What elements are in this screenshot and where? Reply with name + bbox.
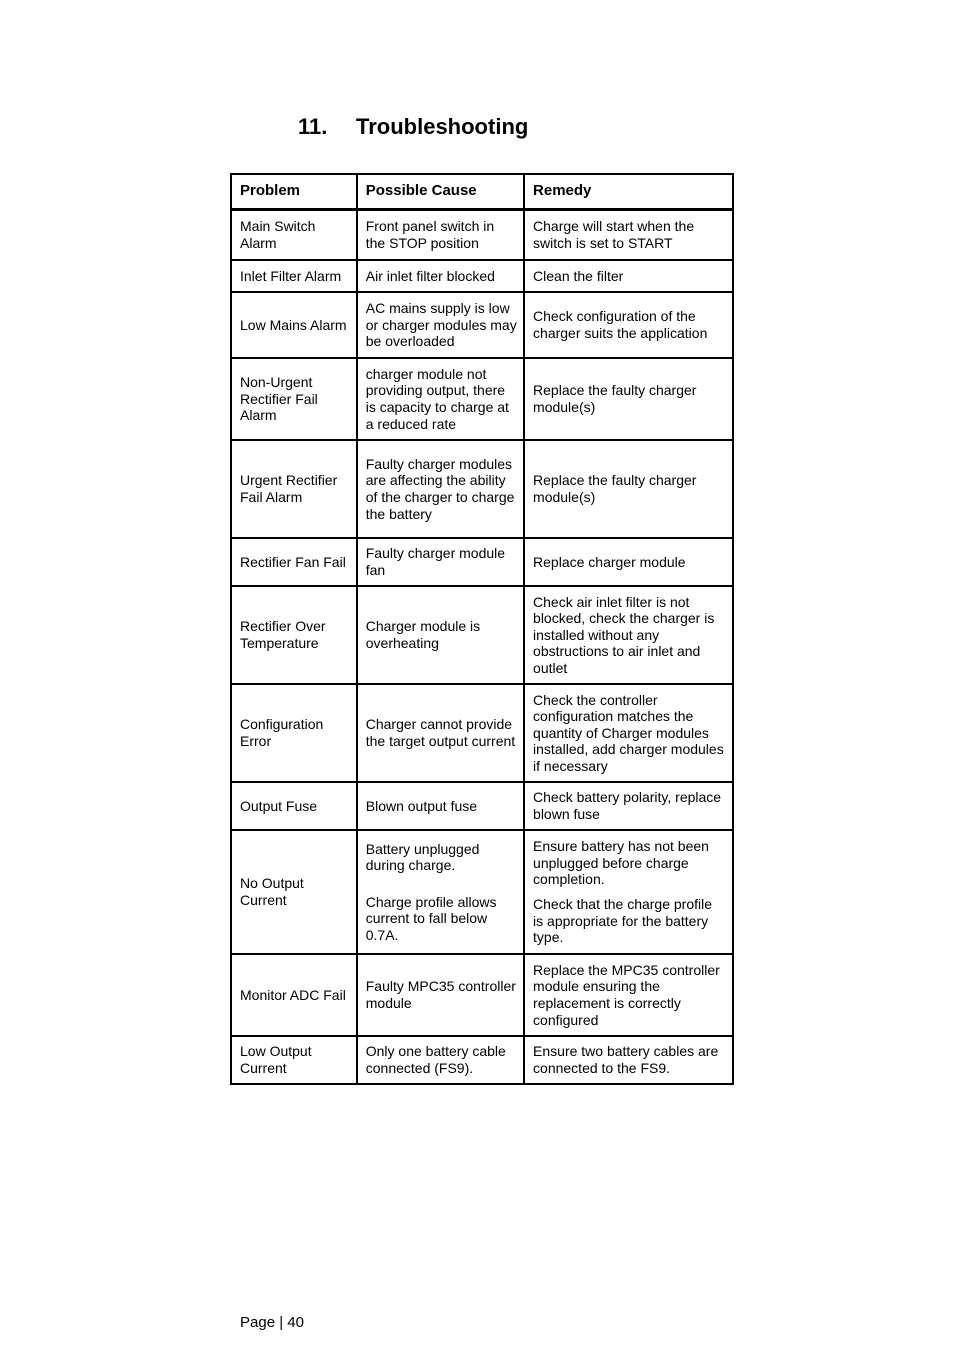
- table-row: [231, 1036, 733, 1084]
- remedy-cell: [524, 210, 733, 261]
- remedy-text: Ensure two battery cables are connected to the FS9.: [533, 1043, 719, 1076]
- problem-cell: [231, 292, 357, 358]
- table-row: [231, 358, 733, 440]
- problem-text: Configuration Error: [240, 716, 324, 749]
- cause-cell: [357, 830, 524, 954]
- cause-text: Blown output fuse: [365, 797, 478, 814]
- cause-text: Air inlet filter blocked: [365, 267, 495, 284]
- cause-cell: [357, 292, 524, 358]
- cause-cell: [357, 586, 524, 684]
- remedy-text: Check air inlet filter is not blocked, check the charger is installed without any obstructions to air inlet and outlet: [533, 593, 715, 676]
- table-row: [231, 684, 733, 782]
- remedy-cell: [524, 782, 733, 830]
- problem-text: Monitor ADC Fail: [240, 986, 346, 1003]
- remedy-cell: [524, 586, 733, 684]
- problem-text: Main Switch Alarm: [240, 218, 316, 251]
- table-row: [231, 954, 733, 1036]
- cause-text: Charger module is overheating: [365, 618, 481, 651]
- problem-cell: [231, 260, 357, 292]
- remedy-cell: [524, 1036, 733, 1084]
- remedy-text: Replace the faulty charger module(s): [533, 382, 697, 415]
- section-title: Troubleshooting: [356, 114, 529, 139]
- problem-text: Rectifier Over Temperature: [240, 618, 326, 651]
- cause-cell: [357, 1036, 524, 1084]
- cause-cell: [357, 538, 524, 586]
- remedy-cell: [524, 684, 733, 782]
- table-row: [231, 440, 733, 538]
- remedy-cell: [524, 358, 733, 440]
- remedy-text: Ensure battery has not been unplugged before charge completion.: [533, 838, 709, 888]
- header-possible-cause: Possible Cause: [357, 174, 524, 210]
- cause-text: Only one battery cable connected (FS9).: [365, 1043, 506, 1076]
- cause-cell: [357, 210, 524, 261]
- problem-cell: [231, 830, 357, 954]
- cause-cell: [357, 684, 524, 782]
- cause-cell: [357, 440, 524, 538]
- problem-text: Non-Urgent Rectifier Fail Alarm: [240, 374, 318, 424]
- problem-text: Inlet Filter Alarm: [240, 267, 342, 284]
- table-header-row: [231, 174, 733, 210]
- remedy-text: Replace the faulty charger module(s): [533, 472, 697, 505]
- remedy-cell: [524, 260, 733, 292]
- problem-text: Low Output Current: [240, 1043, 312, 1076]
- page-number: Page | 40: [240, 1314, 304, 1331]
- cause-text: Faulty MPC35 controller module: [365, 978, 516, 1011]
- problem-cell: [231, 586, 357, 684]
- troubleshooting-table: [230, 173, 734, 1085]
- remedy-text: Check that the charge profile is appropriate for the battery type.: [533, 896, 713, 946]
- cause-text: Faulty charger modules are affecting the ability of the charger to charge the battery: [365, 455, 515, 522]
- remedy-cell: [524, 538, 733, 586]
- problem-cell: [231, 440, 357, 538]
- remedy-cell: [524, 830, 733, 954]
- cause-text: Faulty charger module fan: [365, 545, 506, 578]
- problem-text: No Output Current: [240, 875, 304, 908]
- cause-text: Charger cannot provide the target output current: [365, 716, 516, 749]
- problem-text: Output Fuse: [240, 797, 318, 814]
- table-row: [231, 830, 733, 954]
- table-row: [231, 292, 733, 358]
- problem-cell: [231, 684, 357, 782]
- header-remedy: Remedy: [524, 174, 733, 210]
- table-row: [231, 260, 733, 292]
- remedy-text: Replace the MPC35 controller module ensuring the replacement is correctly configured: [533, 961, 720, 1028]
- remedy-text: Clean the filter: [533, 267, 624, 284]
- header-problem: Problem: [231, 174, 357, 210]
- section-heading: [298, 114, 528, 140]
- table-row: [231, 538, 733, 586]
- remedy-cell: [524, 292, 733, 358]
- problem-text: Rectifier Fan Fail: [240, 553, 346, 570]
- cause-cell: [357, 358, 524, 440]
- table-row: [231, 210, 733, 261]
- table-row: [231, 782, 733, 830]
- table-row: [231, 586, 733, 684]
- cause-text: Front panel switch in the STOP position: [365, 218, 495, 251]
- cause-cell: [357, 782, 524, 830]
- problem-cell: [231, 1036, 357, 1084]
- remedy-cell: [524, 954, 733, 1036]
- cause-text: Charge profile allows current to fall below 0.7A.: [365, 893, 497, 943]
- problem-cell: [231, 782, 357, 830]
- section-number: 11.: [298, 114, 328, 139]
- problem-cell: [231, 538, 357, 586]
- problem-cell: [231, 954, 357, 1036]
- problem-cell: [231, 210, 357, 261]
- remedy-text: Check battery polarity, replace blown fuse: [533, 789, 722, 822]
- cause-text: charger module not providing output, there is capacity to charge at a reduced rate: [365, 365, 509, 432]
- remedy-text: Charge will start when the switch is set to START: [533, 218, 695, 251]
- cause-cell: [357, 954, 524, 1036]
- problem-cell: [231, 358, 357, 440]
- problem-text: Low Mains Alarm: [240, 316, 347, 333]
- problem-text: Urgent Rectifier Fail Alarm: [240, 472, 338, 505]
- cause-text: Battery unplugged during charge.: [365, 840, 480, 874]
- remedy-text: Replace charger module: [533, 553, 686, 570]
- remedy-text: Check the controller configuration matches the quantity of Charger modules installed, add charger modules if necessary: [533, 691, 724, 774]
- remedy-text: Check configuration of the charger suits the application: [533, 308, 708, 341]
- remedy-cell: [524, 440, 733, 538]
- cause-text: AC mains supply is low or charger modules may be overloaded: [365, 300, 517, 350]
- cause-cell: [357, 260, 524, 292]
